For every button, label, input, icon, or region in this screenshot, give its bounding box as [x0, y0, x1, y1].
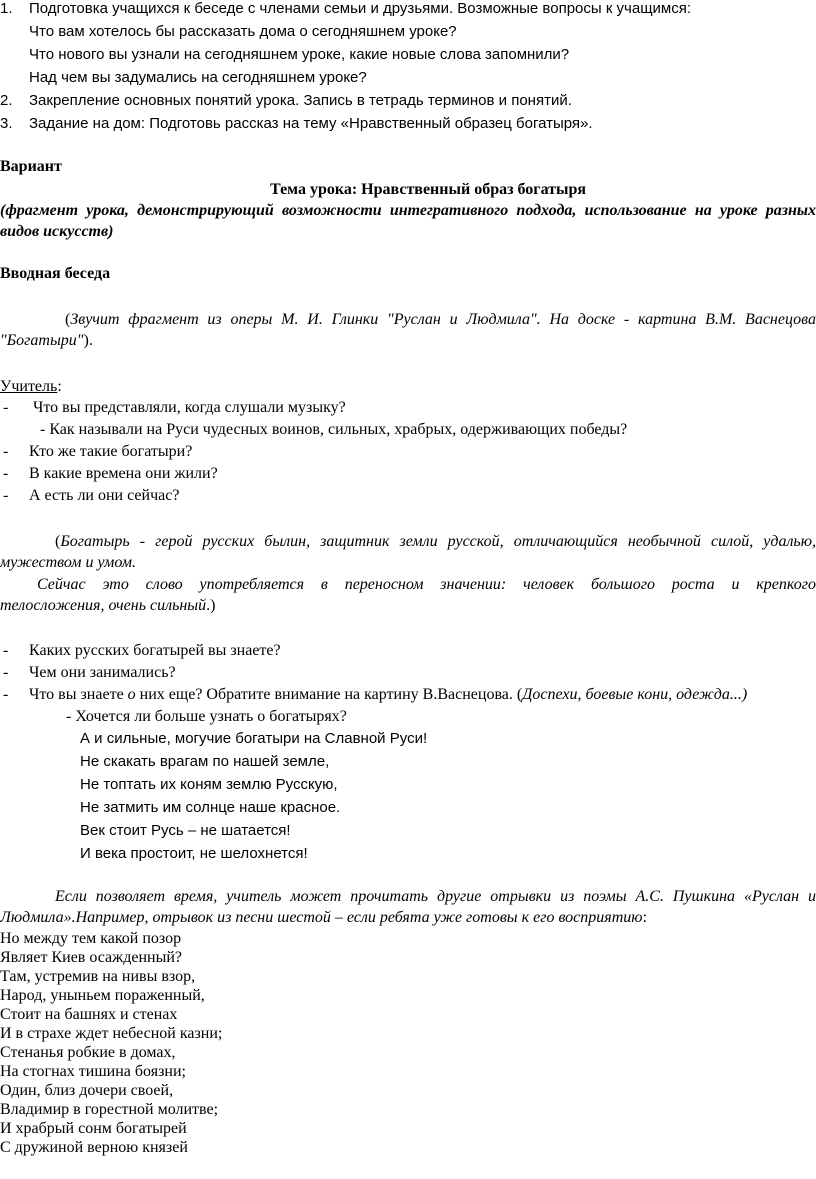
excerpt-line: Народ, уныньем пораженный, — [0, 987, 205, 1004]
lesson-subtitle: (фрагмент урока, демонстрирующий возможности интегративного подхода, использование на уроке разных — [0, 202, 816, 219]
question-text: Каких русских богатырей вы знаете? — [29, 642, 281, 659]
excerpt-line: Являет Киев осажденный? — [0, 949, 182, 966]
poem-line: И века простоит, не шелохнется! — [80, 845, 308, 862]
definition-line: телосложения, очень сильный.) — [0, 597, 216, 614]
poem-line: А и сильные, могучие богатыри на Славной Руси! — [80, 730, 428, 747]
question-text: Кто же такие богатыри? — [29, 443, 193, 460]
question-dash: - — [3, 443, 9, 460]
definition-line: мужеством и умом. — [0, 554, 136, 571]
excerpt-line: С дружиной верною князей — [0, 1139, 188, 1156]
question-dash: - — [3, 686, 9, 703]
list-item-number: 3. — [0, 115, 13, 132]
definition-line: Сейчас это слово употребляется в переносном значении: человек большого роста и крепкого — [37, 576, 816, 593]
question-text: А есть ли они сейчас? — [29, 487, 180, 504]
variant-heading: Вариант — [0, 158, 62, 175]
lesson-subtitle-cont: видов искусств) — [0, 223, 114, 240]
stage-direction-cont: "Богатыри"). — [0, 332, 93, 349]
question-dash: - — [3, 642, 9, 659]
question-text: - Как называли на Руси чудесных воинов, сильных, храбрых, одерживающих победы? — [40, 421, 628, 438]
question-dash: - — [3, 399, 9, 416]
list-item-text: Что нового вы узнали на сегодняшнем уроке, какие новые слова запомнили? — [29, 46, 570, 63]
stage-direction: (Звучит фрагмент из оперы М. И. Глинки "Руслан и Людмила". На доске - картина В.М. Васнецова — [65, 311, 816, 328]
intro-heading: Вводная беседа — [0, 265, 111, 282]
poem-line: Не затмить им солнце наше красное. — [80, 799, 341, 816]
excerpt-line: Один, близ дочери своей, — [0, 1082, 174, 1099]
excerpt-line: На стогнах тишина боязни; — [0, 1063, 186, 1080]
excerpt-line: Владимир в горестной молитве; — [0, 1101, 219, 1118]
note-line: Если позволяет время, учитель может прочитать другие отрывки из поэмы А.С. Пушкина «Руслан и — [55, 888, 816, 905]
list-item-text: Закрепление основных понятий урока. Запись в тетрадь терминов и понятий. — [29, 92, 572, 109]
list-item: 1. — [0, 0, 13, 17]
question-text: Что вы знаете о них еще? Обратите внимание на картину В.Васнецова. (Доспехи, боевые кони, одежда...) — [29, 686, 748, 703]
excerpt-line: Там, устремив на нивы взор, — [0, 968, 196, 985]
excerpt-line: И храбрый сонм богатырей — [0, 1120, 187, 1137]
poem-line: Не скакать врагам по нашей земле, — [80, 753, 330, 770]
question-text: Чем они занимались? — [29, 664, 176, 681]
lesson-topic: Тема урока: Нравственный образ богатыря — [270, 181, 587, 198]
excerpt-line: Стенанья робкие в домах, — [0, 1044, 176, 1061]
note-line: Людмила».Например, отрывок из песни шестой – если ребята уже готовы к его восприятию: — [0, 909, 648, 926]
list-item-text: Задание на дом: Подготовь рассказ на тему «Нравственный образец богатыря». — [29, 115, 593, 132]
list-item-text: Подготовка учащихся к беседе с членами семьи и друзьями. Возможные вопросы к учащимся: — [29, 0, 692, 17]
list-item-text: Что вам хотелось бы рассказать дома о сегодняшнем уроке? — [29, 23, 457, 40]
excerpt-line: И в страхе ждет небесной казни; — [0, 1025, 223, 1042]
question-text: Что вы представляли, когда слушали музыку? — [33, 399, 346, 416]
question-dash: - — [3, 664, 9, 681]
question-text: В какие времена они жили? — [29, 465, 218, 482]
list-item-number: 2. — [0, 92, 13, 109]
poem-line: Век стоит Русь – не шатается! — [80, 822, 291, 839]
excerpt-line: Стоит на башнях и стенах — [0, 1006, 178, 1023]
definition-line: (Богатырь - герой русских былин, защитник земли русской, отличающийся необычной силой, удалью, — [55, 533, 816, 550]
poem-line: Не топтать их коням землю Русскую, — [80, 776, 338, 793]
question-text: - Хочется ли больше узнать о богатырях? — [66, 708, 347, 725]
question-dash: - — [3, 465, 9, 482]
question-dash: - — [3, 487, 9, 504]
excerpt-line: Но между тем какой позор — [0, 930, 182, 947]
teacher-label: Учитель: — [0, 378, 62, 395]
list-item-text: Над чем вы задумались на сегодняшнем уроке? — [29, 69, 367, 86]
